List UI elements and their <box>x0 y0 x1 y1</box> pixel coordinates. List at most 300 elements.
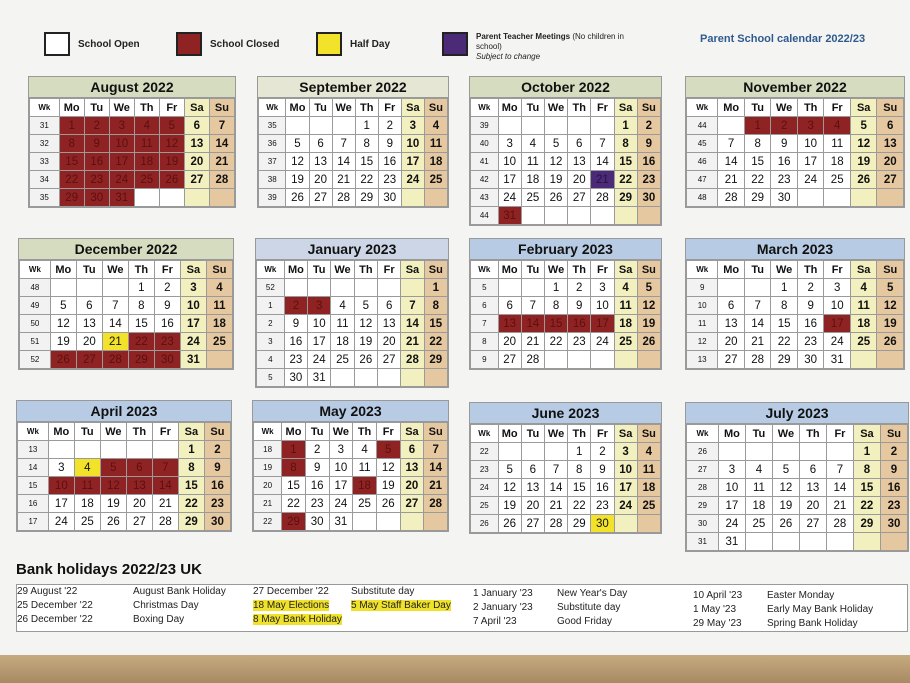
day-cell <box>286 117 309 135</box>
day-cell: 3 <box>498 135 521 153</box>
day-cell: 23 <box>154 333 180 351</box>
bank-holidays-title: Bank holidays 2022/23 UK <box>16 561 202 578</box>
day-cell: 16 <box>84 153 109 171</box>
week-number: 51 <box>20 333 51 351</box>
weekday-header: Tu <box>309 99 332 117</box>
day-cell: 19 <box>850 153 877 171</box>
day-cell: 2 <box>568 279 591 297</box>
day-cell <box>521 117 544 135</box>
day-cell: 1 <box>614 117 637 135</box>
week-number: 29 <box>687 497 719 515</box>
bh-name: New Year's Day <box>557 588 628 599</box>
week-number: 30 <box>687 515 719 533</box>
day-cell: 3 <box>329 441 353 459</box>
day-cell: 28 <box>544 515 567 533</box>
day-cell <box>718 443 745 461</box>
day-cell: 29 <box>355 189 378 207</box>
day-cell: 15 <box>853 479 880 497</box>
day-cell: 6 <box>877 117 904 135</box>
day-cell <box>799 443 826 461</box>
weekday-header: Sa <box>850 99 877 117</box>
day-cell <box>209 189 234 207</box>
weekday-header: Mo <box>48 423 74 441</box>
day-cell: 4 <box>134 117 159 135</box>
day-cell: 8 <box>771 297 798 315</box>
week-number: 27 <box>687 461 719 479</box>
day-cell: 6 <box>521 461 544 479</box>
legend-label: School Open <box>78 38 140 50</box>
day-cell: 2 <box>880 443 907 461</box>
weekday-header: Fr <box>824 261 851 279</box>
week-number: 43 <box>471 189 499 207</box>
day-cell: 11 <box>331 315 354 333</box>
day-cell <box>50 279 76 297</box>
week-number: 2 <box>257 315 285 333</box>
day-cell <box>332 117 355 135</box>
weekday-header: Fr <box>591 425 614 443</box>
weekday-header: Su <box>209 99 234 117</box>
day-cell <box>498 117 521 135</box>
day-cell: 8 <box>355 135 378 153</box>
day-cell: 12 <box>498 479 521 497</box>
day-cell: 7 <box>744 297 771 315</box>
legend-label: Half Day <box>350 38 391 50</box>
week-number: 33 <box>30 153 60 171</box>
day-cell: 29 <box>128 351 154 369</box>
week-number: 45 <box>687 135 718 153</box>
weekday-header: Sa <box>850 261 877 279</box>
day-cell <box>354 369 377 387</box>
day-cell: 3 <box>591 279 614 297</box>
day-cell: 2 <box>84 117 109 135</box>
day-cell: 4 <box>637 443 660 461</box>
day-cell: 13 <box>799 479 826 497</box>
day-cell: 22 <box>853 497 880 515</box>
week-number: 48 <box>20 279 51 297</box>
weekday-header: Fr <box>826 425 853 443</box>
day-cell: 8 <box>614 135 637 153</box>
day-cell: 13 <box>498 315 521 333</box>
month-title: October 2022 <box>470 77 661 98</box>
weekday-header: Wk <box>30 99 60 117</box>
day-cell: 28 <box>591 189 614 207</box>
day-cell: 21 <box>826 497 853 515</box>
day-cell: 16 <box>591 479 614 497</box>
weekday-header: Su <box>424 423 448 441</box>
day-cell: 26 <box>498 515 521 533</box>
day-cell: 15 <box>771 315 798 333</box>
weekday-header: Fr <box>591 261 614 279</box>
weekday-header: We <box>332 99 355 117</box>
legend-school-open <box>44 32 140 56</box>
day-cell <box>826 443 853 461</box>
day-cell: 10 <box>401 135 424 153</box>
day-cell: 24 <box>498 189 521 207</box>
day-cell: 25 <box>331 351 354 369</box>
day-cell: 11 <box>353 459 377 477</box>
weekday-header: Su <box>877 99 904 117</box>
day-cell: 30 <box>880 515 907 533</box>
day-cell: 20 <box>184 153 209 171</box>
day-cell: 8 <box>424 297 447 315</box>
day-cell: 6 <box>498 297 521 315</box>
day-cell <box>614 515 637 533</box>
day-cell: 11 <box>134 135 159 153</box>
week-number: 31 <box>30 117 60 135</box>
week-number: 31 <box>687 533 719 551</box>
day-cell: 15 <box>178 477 204 495</box>
day-cell: 21 <box>152 495 178 513</box>
day-cell: 3 <box>180 279 206 297</box>
day-cell <box>544 351 567 369</box>
day-cell: 28 <box>209 171 234 189</box>
day-cell: 23 <box>378 171 401 189</box>
day-cell: 25 <box>824 171 851 189</box>
day-cell: 19 <box>354 333 377 351</box>
day-cell: 6 <box>377 297 400 315</box>
day-cell: 26 <box>286 189 309 207</box>
day-cell: 29 <box>178 513 204 531</box>
day-cell: 10 <box>797 135 824 153</box>
day-cell <box>401 369 424 387</box>
day-cell: 22 <box>771 333 798 351</box>
day-cell: 6 <box>76 297 102 315</box>
week-number: 26 <box>687 443 719 461</box>
day-cell: 2 <box>378 117 401 135</box>
day-cell: 23 <box>797 333 824 351</box>
week-number: 48 <box>687 189 718 207</box>
day-cell: 3 <box>824 279 851 297</box>
day-cell: 25 <box>74 513 100 531</box>
day-cell <box>354 279 377 297</box>
week-number: 3 <box>257 333 285 351</box>
day-cell: 8 <box>568 461 591 479</box>
day-cell: 5 <box>376 441 400 459</box>
day-cell: 24 <box>109 171 134 189</box>
bh-name: Substitute day <box>351 586 415 597</box>
day-cell: 6 <box>799 461 826 479</box>
day-cell <box>309 117 332 135</box>
month-calendar <box>255 238 449 388</box>
day-cell: 26 <box>850 171 877 189</box>
day-cell: 20 <box>799 497 826 515</box>
day-cell: 18 <box>424 153 447 171</box>
month-calendar <box>469 76 662 226</box>
day-cell: 17 <box>109 153 134 171</box>
day-cell: 8 <box>128 297 154 315</box>
day-cell: 19 <box>877 315 904 333</box>
day-cell: 30 <box>305 513 329 531</box>
weekday-header: Th <box>799 425 826 443</box>
day-cell: 17 <box>498 171 521 189</box>
day-cell: 24 <box>614 497 637 515</box>
day-cell: 26 <box>544 189 567 207</box>
day-cell: 14 <box>521 315 544 333</box>
day-cell: 9 <box>797 297 824 315</box>
day-cell <box>401 189 424 207</box>
day-cell: 2 <box>771 117 798 135</box>
bh-highlight: 8 May Bank Holiday <box>253 614 342 625</box>
day-cell: 6 <box>400 441 424 459</box>
day-cell: 12 <box>850 135 877 153</box>
day-cell: 18 <box>134 153 159 171</box>
day-cell: 26 <box>50 351 76 369</box>
day-cell: 6 <box>309 135 332 153</box>
day-cell: 2 <box>154 279 180 297</box>
day-cell: 18 <box>637 479 660 497</box>
day-cell: 5 <box>637 279 660 297</box>
day-cell <box>134 189 159 207</box>
weekday-header: Th <box>134 99 159 117</box>
weekday-header: Tu <box>76 261 102 279</box>
day-cell: 15 <box>282 477 306 495</box>
day-cell: 26 <box>772 515 799 533</box>
week-number: 13 <box>18 441 49 459</box>
day-cell: 9 <box>305 459 329 477</box>
month-calendar <box>469 238 662 370</box>
day-cell: 14 <box>826 479 853 497</box>
weekday-header: Su <box>637 99 660 117</box>
day-cell: 29 <box>59 189 84 207</box>
day-cell <box>76 279 102 297</box>
day-cell: 18 <box>850 315 877 333</box>
bh-col-dates-2 <box>253 585 342 627</box>
weekday-header: Th <box>568 261 591 279</box>
day-cell: 5 <box>877 279 904 297</box>
day-cell: 15 <box>355 153 378 171</box>
day-cell: 26 <box>100 513 126 531</box>
weekday-header: We <box>771 261 798 279</box>
day-cell: 10 <box>308 315 331 333</box>
day-cell <box>102 279 128 297</box>
day-cell: 21 <box>544 497 567 515</box>
bh-date: 1 May '23 <box>693 604 737 615</box>
day-cell: 10 <box>329 459 353 477</box>
weekday-header: Sa <box>400 423 424 441</box>
day-cell: 17 <box>591 315 614 333</box>
day-cell: 12 <box>354 315 377 333</box>
day-cell <box>521 443 544 461</box>
day-cell: 18 <box>206 315 232 333</box>
day-cell <box>850 351 877 369</box>
day-cell: 25 <box>521 189 544 207</box>
day-cell: 8 <box>853 461 880 479</box>
day-cell: 15 <box>128 315 154 333</box>
day-cell: 2 <box>637 117 660 135</box>
day-cell <box>850 189 877 207</box>
day-cell: 11 <box>614 297 637 315</box>
day-cell: 23 <box>305 495 329 513</box>
week-number: 49 <box>20 297 51 315</box>
day-cell: 27 <box>877 171 904 189</box>
day-cell: 29 <box>771 351 798 369</box>
weekday-header: Su <box>424 261 447 279</box>
day-cell: 4 <box>74 459 100 477</box>
weekday-header: Tu <box>521 99 544 117</box>
day-cell: 12 <box>544 153 567 171</box>
week-number: 20 <box>254 477 282 495</box>
week-number: 32 <box>30 135 60 153</box>
day-cell: 4 <box>206 279 232 297</box>
day-cell: 4 <box>521 135 544 153</box>
month-title: August 2022 <box>29 77 235 98</box>
day-cell: 30 <box>797 351 824 369</box>
bank-holidays-table <box>16 584 908 632</box>
weekday-header: Su <box>637 261 660 279</box>
weekday-header: Th <box>126 423 152 441</box>
day-cell: 19 <box>50 333 76 351</box>
week-number: 7 <box>471 315 499 333</box>
day-cell: 16 <box>880 479 907 497</box>
weekday-header: Tu <box>84 99 109 117</box>
day-cell: 31 <box>109 189 134 207</box>
day-cell: 6 <box>568 135 591 153</box>
day-cell: 27 <box>76 351 102 369</box>
day-cell: 4 <box>745 461 772 479</box>
weekday-header: We <box>544 261 567 279</box>
day-cell <box>614 351 637 369</box>
day-cell: 20 <box>498 333 521 351</box>
weekday-header: Mo <box>282 423 306 441</box>
day-cell: 28 <box>521 351 544 369</box>
day-cell <box>826 533 853 551</box>
weekday-header: Th <box>797 261 824 279</box>
day-cell: 27 <box>309 189 332 207</box>
day-cell <box>308 279 331 297</box>
day-cell: 4 <box>331 297 354 315</box>
day-cell: 30 <box>154 351 180 369</box>
day-cell: 20 <box>126 495 152 513</box>
day-cell <box>376 513 400 531</box>
day-cell <box>853 533 880 551</box>
day-cell: 31 <box>180 351 206 369</box>
day-cell: 12 <box>877 297 904 315</box>
day-cell: 15 <box>424 315 447 333</box>
day-cell: 12 <box>50 315 76 333</box>
week-number: 6 <box>471 297 499 315</box>
day-cell: 27 <box>184 171 209 189</box>
day-cell: 10 <box>48 477 74 495</box>
week-number: 39 <box>259 189 286 207</box>
day-cell: 21 <box>591 171 614 189</box>
day-cell: 19 <box>286 171 309 189</box>
day-cell: 12 <box>637 297 660 315</box>
day-cell: 22 <box>128 333 154 351</box>
day-cell: 24 <box>308 351 331 369</box>
weekday-header: Mo <box>59 99 84 117</box>
day-cell: 15 <box>568 479 591 497</box>
weekday-header: Th <box>355 99 378 117</box>
weekday-header: We <box>772 425 799 443</box>
day-cell: 16 <box>637 153 660 171</box>
day-cell: 1 <box>744 117 771 135</box>
bh-date: 7 April '23 <box>473 616 517 627</box>
week-number: 12 <box>687 333 718 351</box>
bh-highlight: 18 May Elections <box>253 600 330 611</box>
day-cell <box>591 117 614 135</box>
bh-date: 29 August '22 <box>17 586 78 597</box>
day-cell: 7 <box>521 297 544 315</box>
day-cell: 12 <box>376 459 400 477</box>
day-cell: 23 <box>84 171 109 189</box>
week-number: 8 <box>471 333 499 351</box>
day-cell: 24 <box>401 171 424 189</box>
week-number: 25 <box>471 497 499 515</box>
bh-date: 27 December '22 <box>253 586 329 597</box>
day-cell: 17 <box>48 495 74 513</box>
day-cell: 21 <box>521 333 544 351</box>
month-title: November 2022 <box>686 77 904 98</box>
day-cell: 7 <box>826 461 853 479</box>
day-cell: 4 <box>424 117 447 135</box>
day-cell: 14 <box>102 315 128 333</box>
week-number: 41 <box>471 153 499 171</box>
day-cell <box>591 351 614 369</box>
day-cell <box>568 207 591 225</box>
legend-swatch-open <box>44 32 70 56</box>
day-cell: 19 <box>772 497 799 515</box>
day-cell: 2 <box>591 443 614 461</box>
week-number: 47 <box>687 171 718 189</box>
day-cell: 4 <box>614 279 637 297</box>
legend-half-day <box>316 32 390 56</box>
day-cell: 20 <box>76 333 102 351</box>
day-cell: 8 <box>59 135 84 153</box>
weekday-header: Fr <box>377 261 400 279</box>
legend-school-closed <box>176 32 279 56</box>
day-cell: 24 <box>48 513 74 531</box>
day-cell <box>401 279 424 297</box>
day-cell: 1 <box>355 117 378 135</box>
weekday-header: Tu <box>745 425 772 443</box>
bh-name: Early May Bank Holiday <box>767 604 874 615</box>
day-cell: 18 <box>521 171 544 189</box>
weekday-header: Wk <box>687 261 718 279</box>
day-cell: 5 <box>159 117 184 135</box>
month-calendar <box>685 76 905 208</box>
weekday-header: Su <box>637 425 660 443</box>
month-calendar <box>685 238 905 370</box>
weekday-header: Tu <box>305 423 329 441</box>
weekday-header: Sa <box>178 423 204 441</box>
day-cell <box>544 443 567 461</box>
day-cell: 26 <box>376 495 400 513</box>
day-cell: 13 <box>877 135 904 153</box>
day-cell: 31 <box>824 351 851 369</box>
day-cell <box>637 207 660 225</box>
weekday-header: Sa <box>401 261 424 279</box>
day-cell: 7 <box>102 297 128 315</box>
day-cell <box>521 207 544 225</box>
day-cell <box>353 513 377 531</box>
day-cell: 12 <box>159 135 184 153</box>
weekday-header: Wk <box>471 425 499 443</box>
day-cell: 14 <box>591 153 614 171</box>
day-cell: 22 <box>282 495 306 513</box>
day-cell: 11 <box>424 135 447 153</box>
weekday-header: Tu <box>744 99 771 117</box>
weekday-header: Mo <box>498 425 521 443</box>
bh-col-dates-1 <box>17 585 93 627</box>
day-cell: 23 <box>771 171 798 189</box>
day-cell: 13 <box>718 315 745 333</box>
day-cell: 21 <box>718 171 745 189</box>
day-cell: 13 <box>400 459 424 477</box>
day-cell: 14 <box>718 153 745 171</box>
day-cell: 30 <box>84 189 109 207</box>
day-cell: 28 <box>152 513 178 531</box>
weekday-header: Mo <box>498 99 521 117</box>
